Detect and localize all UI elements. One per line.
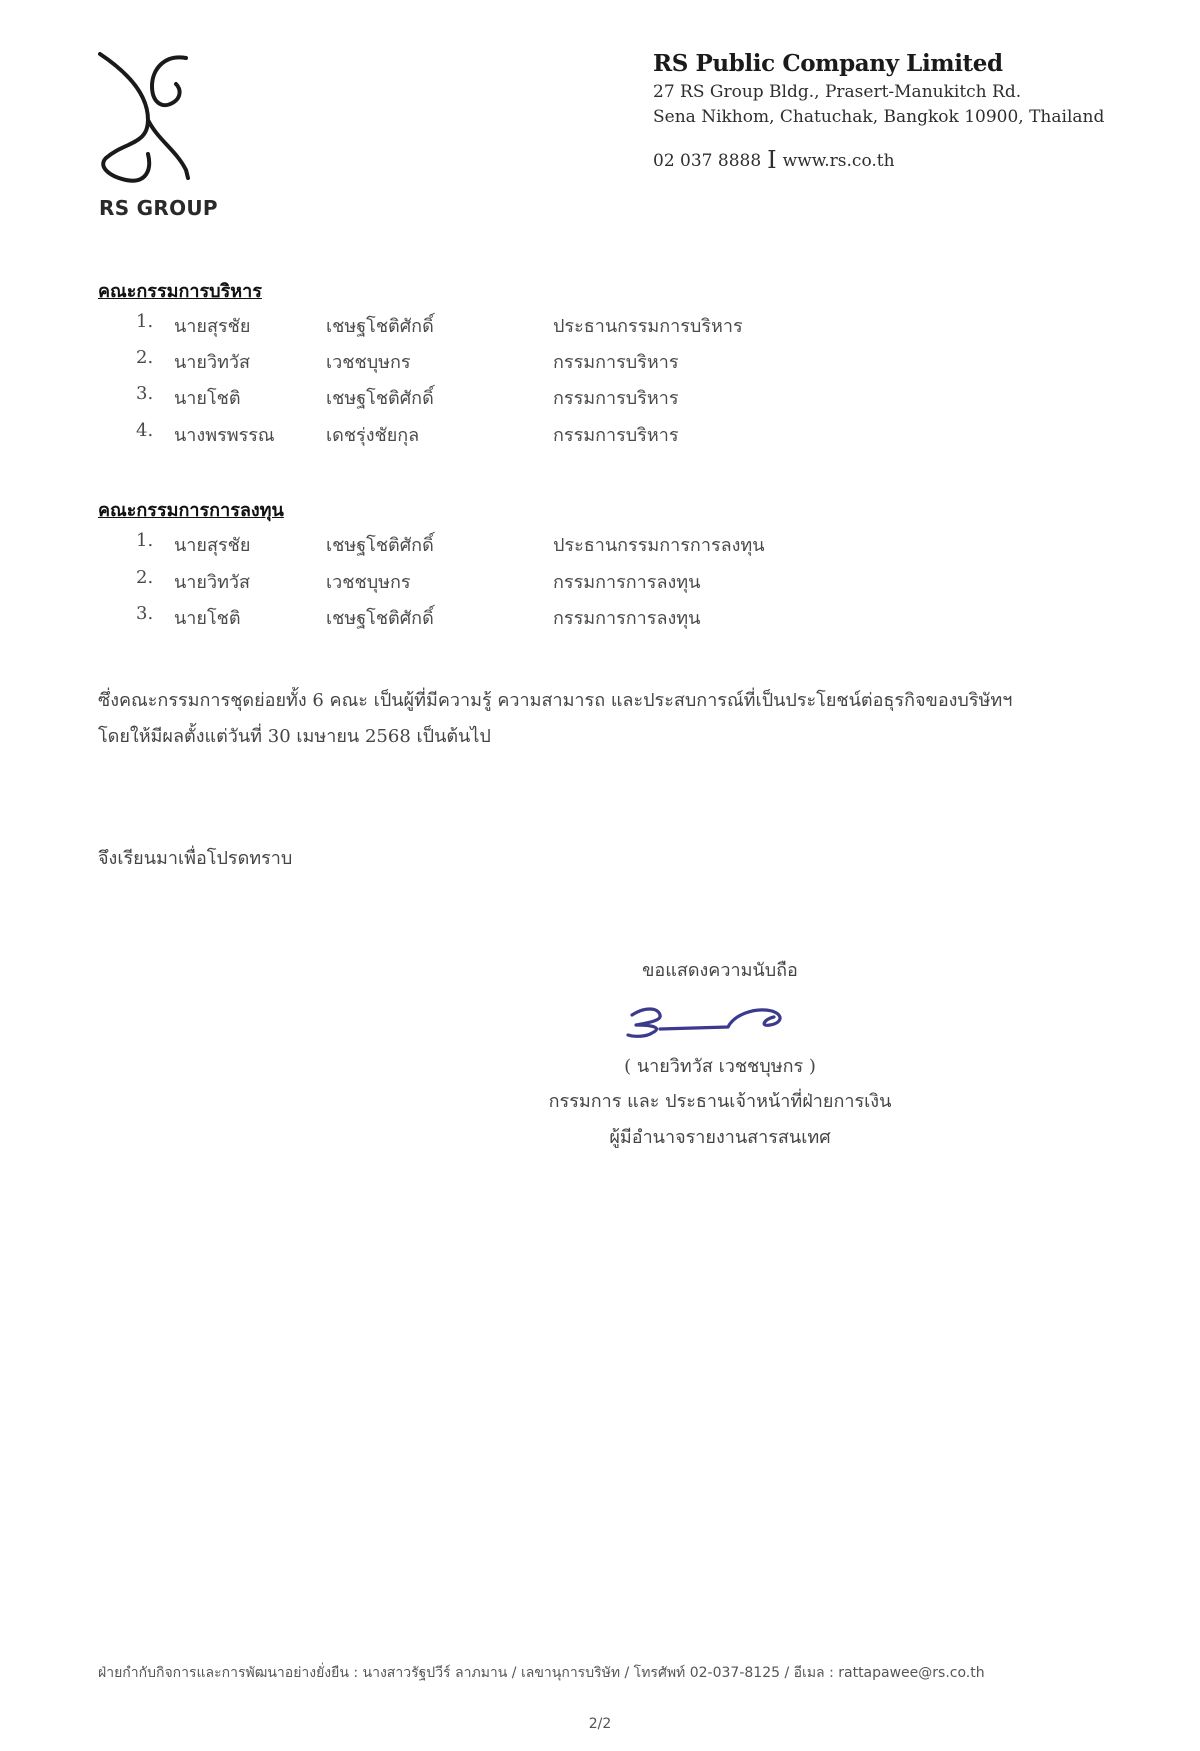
body-paragraph <box>98 683 1108 755</box>
company-name: RS Public Company Limited <box>653 50 1003 77</box>
phone: 02 037 8888 <box>653 151 762 171</box>
address-line-2: Sena Nikhom, Chatuchak, Bangkok 10900, Thailand <box>653 107 1105 127</box>
member-number: 2. <box>136 567 154 588</box>
member-number: 3. <box>136 383 154 404</box>
member-number: 4. <box>136 420 154 441</box>
member-number: 3. <box>136 603 154 624</box>
signer-authority: ผู้มีอำนาจรายงานสารสนเทศ <box>609 1127 831 1148</box>
member-last-name: เวชชบุษกร <box>326 352 411 373</box>
member-role: กรรมการบริหาร <box>553 352 679 373</box>
footer-contact: ฝ่ายกำกับกิจการและการพัฒนาอย่างยั่งยืน : นางสาวรัฐปวีร์ ลาภมาน / เลขานุการบริษัท / โทรศัพท์ 02-037-8125 / อีเมล : rattapawee@rs.co.th <box>98 1665 985 1681</box>
member-number: 2. <box>136 347 154 368</box>
member-role: ประธานกรรมการการลงทุน <box>553 535 765 556</box>
member-last-name: เชษฐโชติศักดิ์ <box>326 535 434 556</box>
member-last-name: เดชรุ่งชัยกุล <box>326 425 420 446</box>
member-number: 1. <box>136 311 154 332</box>
member-first-name: นางพรพรรณ <box>174 425 275 446</box>
member-last-name: เชษฐโชติศักดิ์ <box>326 316 434 337</box>
company-info <box>653 48 1113 174</box>
company-logo <box>96 50 216 220</box>
company-contact <box>653 146 1113 174</box>
signer-title: กรรมการ และ ประธานเจ้าหน้าที่ฝ่ายการเงิน <box>548 1091 892 1112</box>
handwritten-signature-icon <box>624 993 794 1053</box>
member-role: กรรมการการลงทุน <box>553 608 701 629</box>
website-link[interactable]: www.rs.co.th <box>782 151 895 171</box>
address-line-1: 27 RS Group Bldg., Prasert-Manukitch Rd. <box>653 82 1022 102</box>
member-last-name: เชษฐโชติศักดิ์ <box>326 388 434 409</box>
member-first-name: นายสุรชัย <box>174 316 251 337</box>
member-first-name: นายวิทวัส <box>174 572 251 593</box>
paragraph-line: โดยให้มีผลตั้งแต่วันที่ 30 เมษายน 2568 เป็นต้นไป <box>98 726 491 747</box>
contact-separator: I <box>767 146 777 174</box>
member-role: ประธานกรรมการบริหาร <box>553 316 743 337</box>
member-role: กรรมการการลงทุน <box>553 572 701 593</box>
signer-name: ( นายวิทวัส เวชชบุษกร ) <box>624 1056 816 1077</box>
investment-committee-title: คณะกรรมการการลงทุน <box>98 500 284 521</box>
member-number: 1. <box>136 530 154 551</box>
member-last-name: เวชชบุษกร <box>326 572 411 593</box>
member-last-name: เชษฐโชติศักดิ์ <box>326 608 434 629</box>
page-number: 2/2 <box>588 1716 612 1732</box>
regards-text: ขอแสดงความนับถือ <box>642 960 798 981</box>
paragraph-line: ซึ่งคณะกรรมการชุดย่อยทั้ง 6 คณะ เป็นผู้ที่มีความรู้ ความสามารถ และประสบการณ์ที่เป็นประโยชน์ต่อธุรกิจของบริษัทฯ <box>98 690 1013 711</box>
member-role: กรรมการบริหาร <box>553 425 679 446</box>
member-first-name: นายโชติ <box>174 388 241 409</box>
member-first-name: นายวิทวัส <box>174 352 251 373</box>
rs-logo-mark-icon <box>96 50 206 190</box>
executive-committee-title: คณะกรรมการบริหาร <box>98 281 262 302</box>
logo-text: RS GROUP <box>99 196 218 220</box>
member-first-name: นายสุรชัย <box>174 535 251 556</box>
closing-text: จึงเรียนมาเพื่อโปรดทราบ <box>98 848 293 869</box>
member-first-name: นายโชติ <box>174 608 241 629</box>
member-role: กรรมการบริหาร <box>553 388 679 409</box>
